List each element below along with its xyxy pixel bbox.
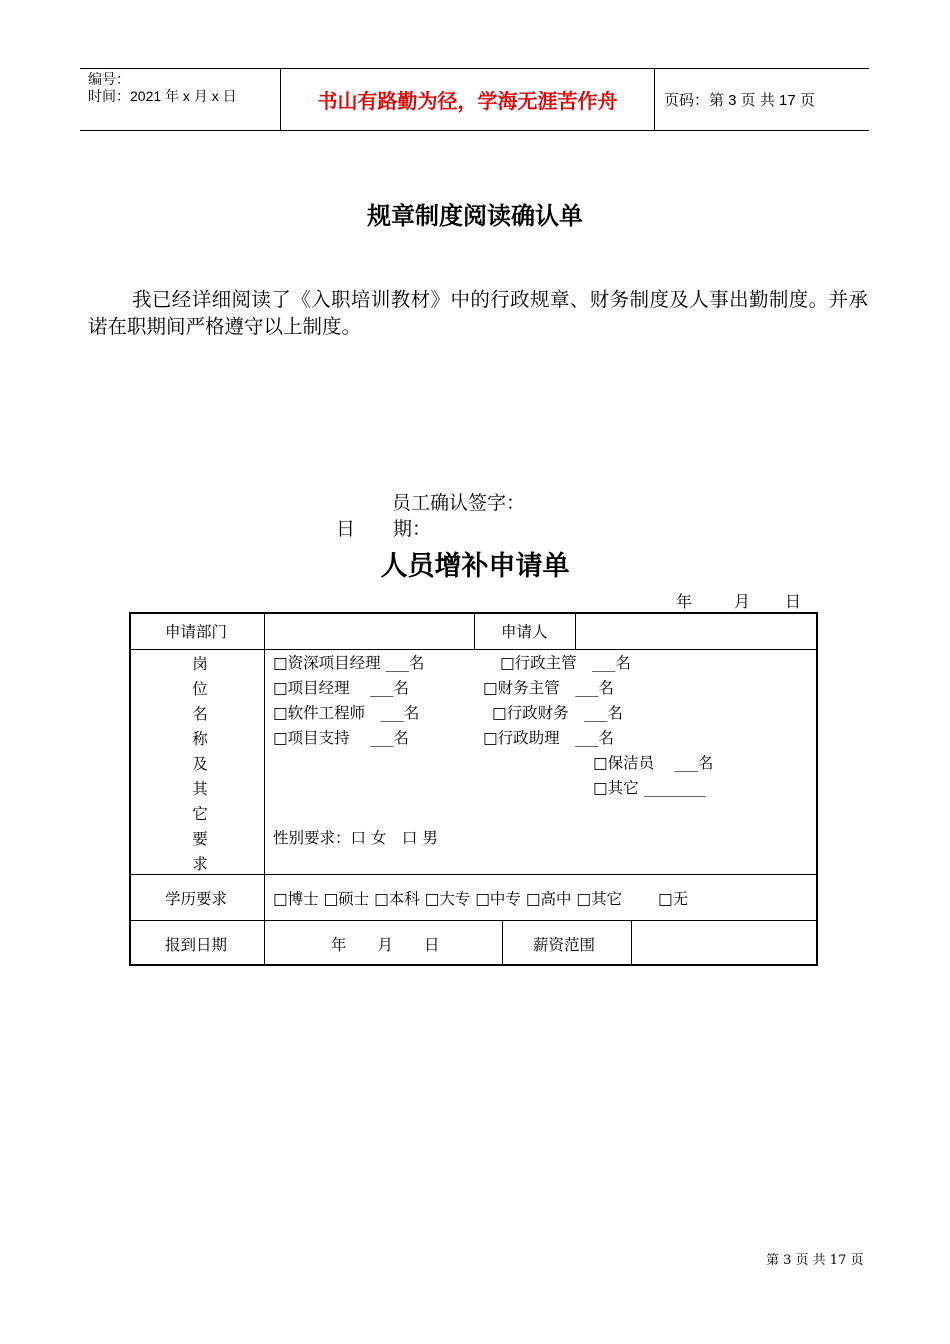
staff-request-form [129, 612, 818, 966]
education-options[interactable]: □博士 □硕士 □本科 □大专 □中专 □高中 □其它 □无 [273, 890, 689, 908]
header-page-number: 页码：第 3 页 共 17 页 [664, 92, 815, 109]
form-date-day: 日 [785, 592, 802, 611]
education-label: 学历要求 [165, 890, 228, 908]
position-checkbox-software-engineer[interactable]: □软件工程师 ___名 [273, 704, 420, 722]
form-column-line [502, 920, 503, 966]
gender-requirement[interactable]: 性别要求：口 女 口 男 [273, 829, 438, 847]
form-row-line [131, 874, 816, 875]
salary-range-label: 薪资范围 [533, 936, 596, 954]
applicant-label: 申请人 [501, 623, 548, 641]
report-date-label: 报到日期 [165, 936, 228, 954]
header-motto: 书山有路勤为径，学海无涯苦作舟 [317, 89, 618, 113]
form-column-line [264, 614, 265, 966]
applicant-field[interactable] [577, 615, 816, 647]
position-checkbox-cleaner[interactable]: □保洁员 ___名 [593, 754, 714, 772]
signature-date-label: 日 期： [336, 518, 432, 540]
acknowledgment-title: 规章制度阅读确认单 [367, 202, 583, 230]
department-label: 申请部门 [165, 623, 228, 641]
report-date-value[interactable]: 年 月 日 [331, 936, 440, 954]
position-checkbox-other[interactable]: □其它 ________ [593, 779, 706, 797]
position-requirements-label: 岗 位 名 称 及 其 它 要 求 [192, 655, 208, 873]
form-column-line [474, 614, 475, 649]
form-column-line [575, 614, 576, 649]
salary-range-field[interactable] [633, 922, 816, 964]
header-divider [654, 69, 655, 130]
document-number-label: 编号： [88, 71, 130, 87]
position-checkbox-pm[interactable]: □项目经理 ___名 [273, 679, 409, 697]
acknowledgment-paragraph: 我已经详细阅读了《入职培训教材》中的行政规章、财务制度及人事出勤制度。并承诺在职期间严格遵守以上制度。 [88, 288, 868, 338]
position-checkbox-project-support[interactable]: □项目支持 ___名 [273, 729, 409, 747]
page-header [80, 68, 869, 131]
form-date-month: 月 [734, 592, 751, 611]
position-checkbox-admin-finance[interactable]: □行政财务 ___名 [492, 704, 623, 722]
position-checkbox-admin-assistant[interactable]: □行政助理 ___名 [483, 729, 614, 747]
department-field[interactable] [266, 615, 472, 647]
form-date-year: 年 [676, 592, 693, 611]
form-row-line [131, 920, 816, 921]
position-checkbox-finance-supervisor[interactable]: □财务主管 ___名 [483, 679, 614, 697]
document-time-label: 时间：2021 年 x 月 x 日 [88, 88, 237, 104]
position-checkbox-admin-supervisor[interactable]: □行政主管 ___名 [500, 654, 631, 672]
header-meta [88, 71, 237, 105]
position-checkbox-senior-pm[interactable]: □资深项目经理 ___名 [273, 654, 425, 672]
footer-page-number: 第 3 页 共 17 页 [766, 1253, 864, 1268]
employee-signature-label: 员工确认签字： [392, 492, 526, 514]
staff-request-title: 人员增补申请单 [380, 551, 570, 582]
form-row-line [131, 649, 816, 650]
form-column-line [631, 920, 632, 966]
